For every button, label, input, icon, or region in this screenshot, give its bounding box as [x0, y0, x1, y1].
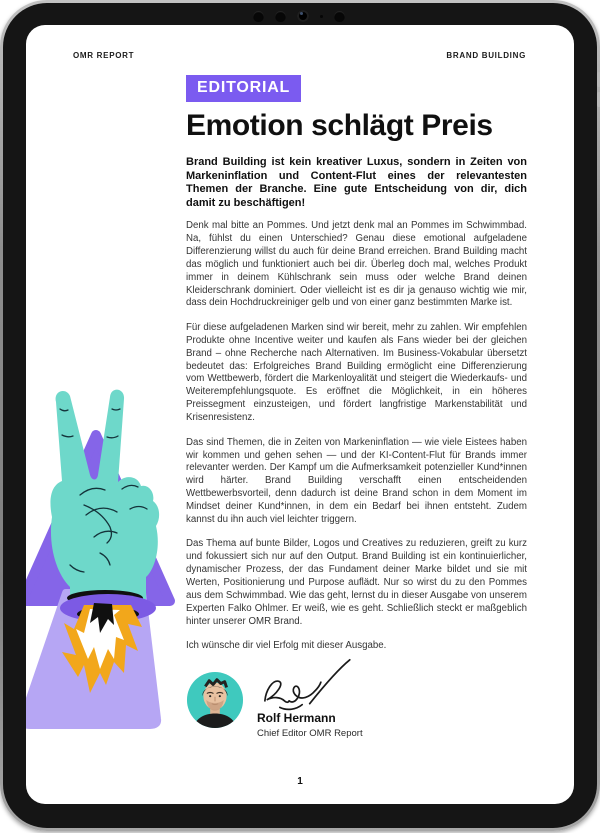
tablet-screen [26, 25, 574, 804]
article-column [186, 60, 527, 739]
tablet-camera-array [253, 10, 345, 22]
article-title: Emotion schlägt Preis [186, 109, 493, 142]
front-camera-icon [297, 10, 309, 22]
microphone-dot-icon [320, 15, 323, 18]
article-signoff: Ich wünsche dir viel Erfolg mit dieser Ausgabe. [186, 640, 387, 652]
camera-dot-icon [334, 11, 345, 22]
body-paragraph: Das Thema auf bunte Bilder, Logos und Creatives zu reduzieren, greift zu kurz und fokussiert sich nur auf den Output. Brand Building ist ein kontinuierlicher, dynamischer Prozess, der das Fundament deiner Marke bildet und sie mit Werten, Positionierung und Purpose auflädt. Nur so wirst du zu den Pommes aus dem Schwimmbad. Wie das geht, lernst du in dieser Ausgabe von unserem Experten Falko Ohlmer. Er weiß, wie es geht. Schließlich steckt er maßgeblich hinter unserer OMR Brand. [186, 538, 527, 627]
author-signature [253, 657, 357, 713]
author-avatar [186, 671, 244, 729]
page-footer [26, 771, 574, 789]
camera-dot-icon [253, 11, 264, 22]
page-header [26, 25, 574, 60]
author-name: Rolf Hermann [257, 711, 336, 726]
article-body [186, 220, 527, 629]
peace-hand-shape [50, 390, 159, 599]
camera-dot-icon [275, 11, 286, 22]
section-name-label: BRAND BUILDING [446, 51, 526, 60]
author-info [257, 671, 363, 739]
page-number: 1 [297, 776, 303, 787]
report-name-label: OMR REPORT [73, 51, 135, 60]
body-paragraph: Denk mal bitte an Pommes. Und jetzt denk mal an Pommes im Schwimmbad. Na, fühlst du einen Unterschied? Genau diese emotional aufgeladene Differenzierung willst du auch für deine Brand erreichen. Brand Building macht das möglich und funktioniert auch bei dir. Überleg doch mal, welches Produkt immer in deinem Kühlschrank sein muss oder welche Brand deinen Kleiderschrank dominiert. Oder vielleicht ist es dir ja genauso wichtig wie mir, dass dein Hochdruckreiniger gelb und von einer ganz bestimmten Marke ist. [186, 220, 527, 309]
body-paragraph: Für diese aufgeladenen Marken sind wir bereit, mehr zu zahlen. Wir empfehlen Produkte ohne Incentive weiter und kaufen als Fans wieder bei der gleichen Brand – ohne Recherche nach Alternativen. Im Business-Vokabular übersetzt bedeutet das: Erfolgreiches Brand Building ermöglicht eine Differenzierung vom Wettbewerb, fördert die Markenloyalität und steigert die Wiederkaufs- und Weiterempfehlungsquote. Es eröffnet die Möglichkeit, in ein höheres Preissegment einzusteigen, und fördert langfristige Markenstabilität und Krisenresistenz. [186, 321, 527, 424]
author-role: Chief Editor OMR Report [257, 728, 363, 740]
author-block [186, 671, 527, 739]
rocket-hand-illustration [26, 377, 196, 769]
body-paragraph: Das sind Themen, die in Zeiten von Markeninflation — wie viele Eistees haben wir kommen und gehen sehen — und der KI-Content-Flut für Brands immer relevanter werden. Der Kampf um die Aufmerksamkeit potenzieller Kund*innen wird härter. Brand Building verschafft einen entscheidenden Wettbewerbsvorteil, denn dadurch ist deine Brand schon in dem Moment im Mindset deiner Kund*innen, in dem ein Bedarf bei ihnen entsteht. Zudem kannst du ihn auch viel leichter triggern. [186, 436, 527, 526]
editorial-badge: EDITORIAL [186, 75, 301, 102]
article-intro: Brand Building ist kein kreativer Luxus, sondern in Zeiten von Markeninflation und Content-Flut eines der relevantesten Themen der Branche. Eine gute Entscheidung von dir, dich damit zu beschäftigen! [186, 156, 527, 209]
